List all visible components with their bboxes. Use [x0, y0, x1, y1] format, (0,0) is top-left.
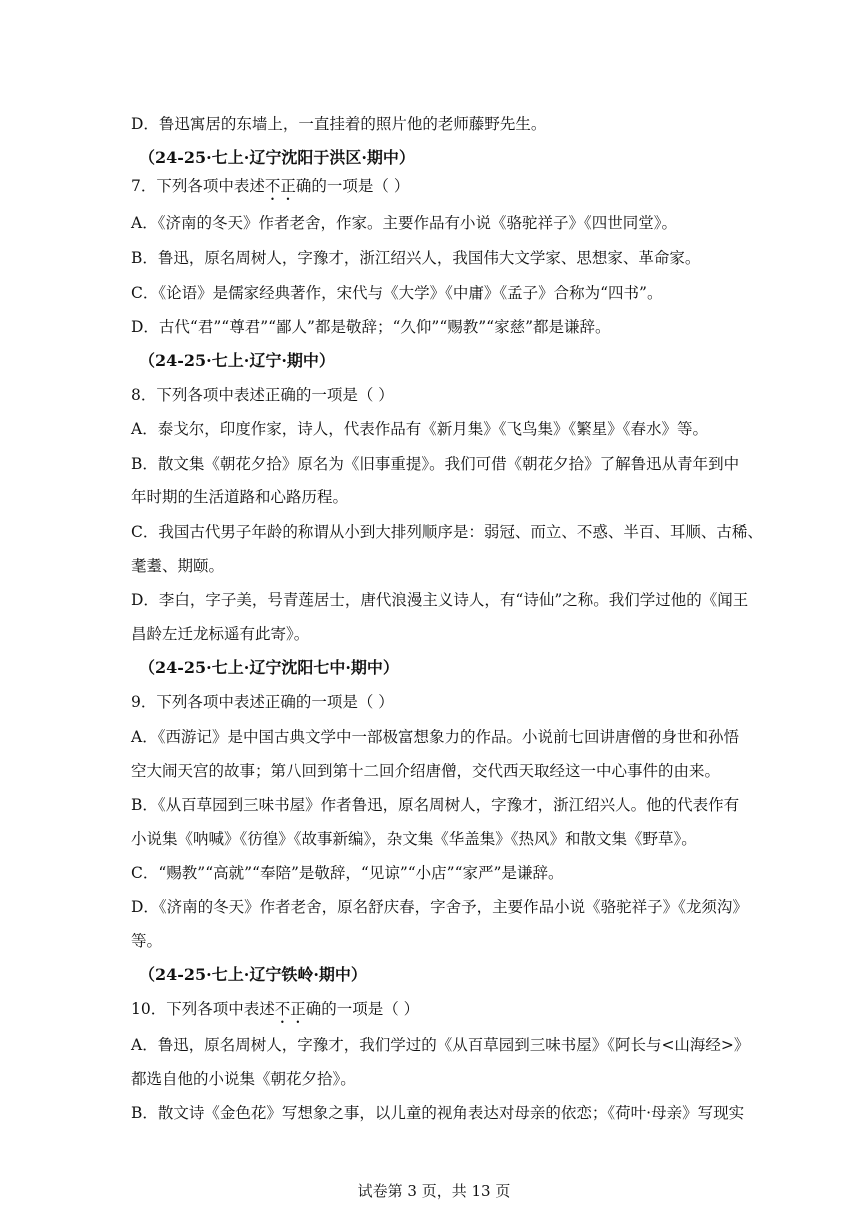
- page-footer: 试卷第 3 页，共 13 页: [357, 1182, 511, 1200]
- q10-option-a-line2: 都选自他的小说集《朝花夕拾》。: [131, 1070, 356, 1088]
- q8-option-d-line1: D．李白，字子美，号青莲居士，唐代浪漫主义诗人，有“诗仙”之称。我们学过他的《闻王: [131, 591, 749, 609]
- question-10: 10．下列各项中表述不正确的一项是（ ）: [131, 1000, 420, 1018]
- q9-option-d-line2: 等。: [131, 932, 163, 950]
- q9-option-c: C．“赐教”“高就”“奉陪”是敬辞，“见谅”“小店”“家严”是谦辞。: [131, 864, 564, 882]
- source-heading-8: （24-25·七上·辽宁·期中）: [139, 351, 335, 370]
- q9-option-a-line1: A．《西游记》是中国古典文学中一部极富想象力的作品。小说前七回讲唐僧的身世和孙悟: [131, 728, 739, 746]
- source-heading-10: （24-25·七上·辽宁铁岭·期中）: [139, 965, 367, 984]
- q7-option-d: D．古代“君”“尊君”“鄙人”都是敬辞；“久仰”“赐教”“家慈”都是谦辞。: [131, 318, 611, 336]
- option-d-prev: D．鲁迅寓居的东墙上，一直挂着的照片他的老师藤野先生。: [131, 115, 547, 133]
- q8-option-a: A．泰戈尔，印度作家，诗人，代表作品有《新月集》《飞鸟集》《繁星》《春水》等。: [131, 420, 708, 438]
- q10-option-a-line1: A．鲁迅，原名周树人，字豫才，我们学过的《从百草园到三味书屋》《阿长与<山海经>》: [131, 1036, 750, 1054]
- q8-option-c-line1: C．我国古代男子年龄的称谓从小到大排列顺序是：弱冠、而立、不惑、半百、耳顺、古稀、: [131, 523, 763, 541]
- question-8: 8．下列各项中表述正确的一项是（ ）: [131, 386, 394, 404]
- question-7: 7．下列各项中表述不正确的一项是（ ）: [131, 177, 410, 195]
- q8-option-b-line1: B．散文集《朝花夕拾》原名为《旧事重提》。我们可借《朝花夕拾》了解鲁迅从青年到中: [131, 455, 740, 473]
- source-heading-7: （24-25·七上·辽宁沈阳于洪区·期中）: [139, 148, 415, 167]
- q9-option-d-line1: D．《济南的冬天》作者老舍，原名舒庆春，字舍予，主要作品小说《骆驼祥子》《龙须沟》: [131, 898, 748, 916]
- emphasis-not-correct: 不正: [274, 1000, 306, 1018]
- source-heading-9: （24-25·七上·辽宁沈阳七中·期中）: [139, 658, 399, 677]
- q9-option-b-line1: B．《从百草园到三味书屋》作者鲁迅，原名周树人，字豫才，浙江绍兴人。他的代表作有: [131, 796, 740, 814]
- q8-option-d-line2: 昌龄左迁龙标遥有此寄》。: [131, 625, 310, 643]
- q8-option-c-line2: 耄耋、期颐。: [131, 557, 225, 575]
- q7-option-b: B．鲁迅，原名周树人，字豫才，浙江绍兴人，我国伟大文学家、思想家、革命家。: [131, 249, 701, 267]
- q10-option-b-line1: B．散文诗《金色花》写想象之事，以儿童的视角表达对母亲的依恋；《荷叶·母亲》写现实: [131, 1104, 745, 1122]
- q7-option-c: C．《论语》是儒家经典著作，宋代与《大学》《中庸》《孟子》合称为“四书”。: [131, 284, 663, 302]
- q9-option-b-line2: 小说集《呐喊》《彷徨》《故事新编》，杂文集《华盖集》《热风》和散文集《野草》。: [131, 830, 697, 848]
- question-9: 9．下列各项中表述正确的一项是（ ）: [131, 693, 394, 711]
- q8-option-b-line2: 年时期的生活道路和心路历程。: [131, 488, 349, 506]
- q9-option-a-line2: 空大闹天宫的故事；第八回到第十二回介绍唐僧，交代西天取经这一中心事件的由来。: [131, 762, 721, 780]
- emphasis-not-correct: 不正: [264, 177, 296, 195]
- q7-option-a: A．《济南的冬天》作者老舍，作家。主要作品有小说《骆驼祥子》《四世同堂》。: [131, 214, 677, 232]
